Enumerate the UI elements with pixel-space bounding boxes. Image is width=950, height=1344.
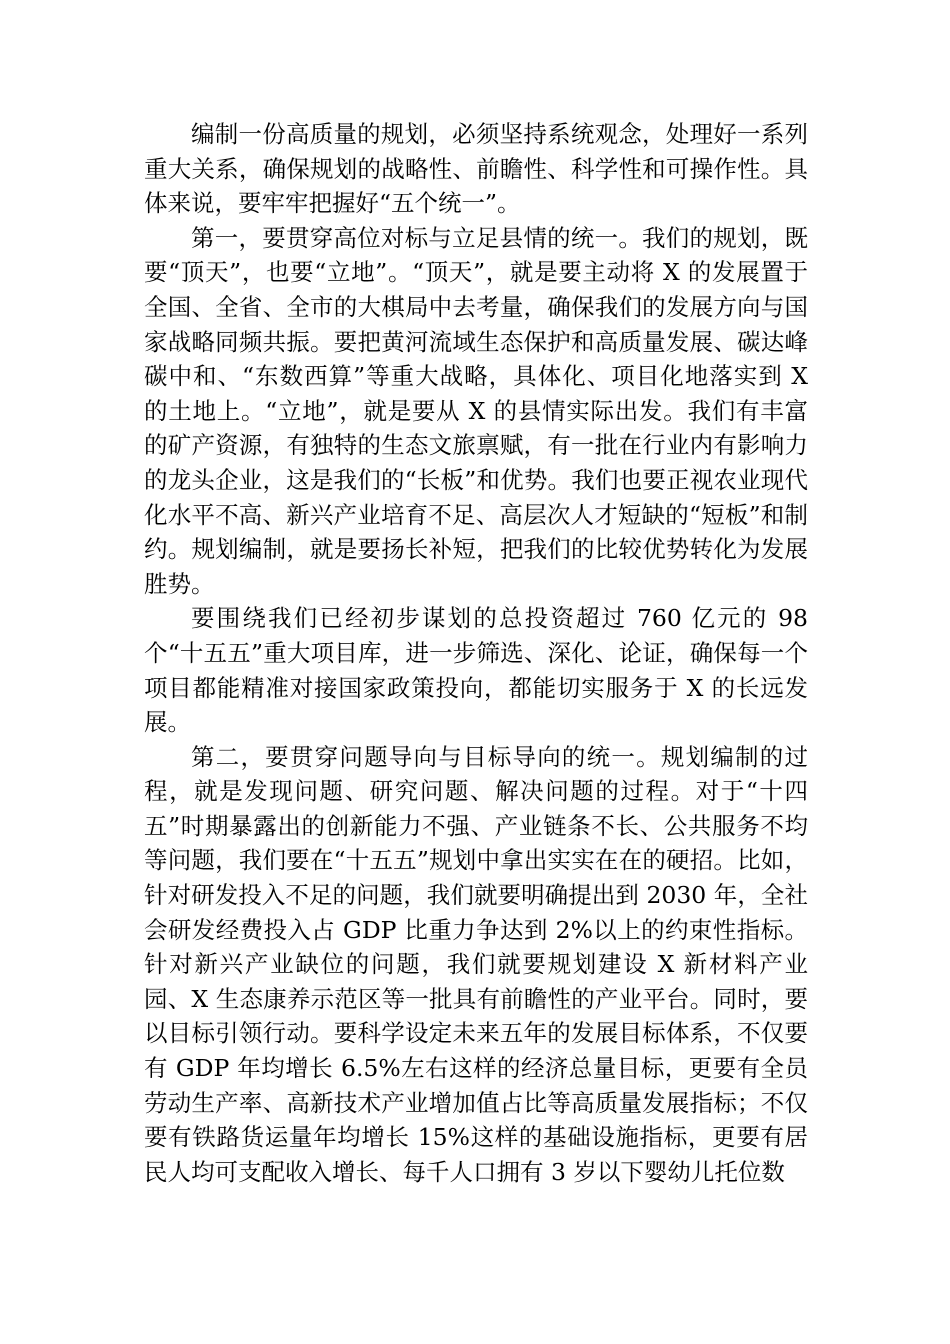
document-body <box>144 117 808 1189</box>
paragraph-second-principle: 第二，要贯穿问题导向与目标导向的统一。规划编制的过程，就是发现问题、研究问题、解决问题的过程。对于“十四五”时期暴露出的创新能力不强、产业链条不长、公共服务不均等问题，我们要在“十五五”规划中拿出实实在在的硬招。比如，针对研发投入不足的问题，我们就要明确提出到 2030 年，全社会研发经费投入占 GDP 比重力争达到 2%以上的约束性指标。针对新兴产业缺位的问题，我们就要规划建设 X 新材料产业园、X 生态康养示范区等一批具有前瞻性的产业平台。同时，要以目标引领行动。要科学设定未来五年的发展目标体系，不仅要有 GDP 年均增长 6.5%左右这样的经济总量目标，更要有全员劳动生产率、高新技术产业增加值占比等高质量发展指标；不仅要有铁路货运量年均增长 15%这样的基础设施指标，更要有居民人均可支配收入增长、每千人口拥有 3 岁以下婴幼儿托位数 <box>144 742 808 1186</box>
paragraph-project-library: 要围绕我们已经初步谋划的总投资超过 760 亿元的 98 个“十五五”重大项目库，进一步筛选、深化、论证，确保每一个项目都能精准对接国家政策投向，都能切实服务于 X 的长远发展。 <box>144 604 808 737</box>
paragraph-intro: 编制一份高质量的规划，必须坚持系统观念，处理好一系列重大关系，确保规划的战略性、前瞻性、科学性和可操作性。具体来说，要牢牢把握好“五个统一”。 <box>144 120 808 218</box>
paragraph-first-principle: 第一，要贯穿高位对标与立足县情的统一。我们的规划，既要“顶天”，也要“立地”。“顶天”，就是要主动将 X 的发展置于全国、全省、全市的大棋局中去考量，确保我们的发展方向与国家战略同频共振。要把黄河流域生态保护和高质量发展、碳达峰碳中和、“东数西算”等重大战略，具体化、项目化地落实到 X 的土地上。“立地”，就是要从 X 的县情实际出发。我们有丰富的矿产资源，有独特的生态文旅禀赋，有一批在行业内有影响力的龙头企业，这是我们的“长板”和优势。我们也要正视农业现代化水平不高、新兴产业培育不足、高层次人才短缺的“短板”和制约。规划编制，就是要扬长补短，把我们的比较优势转化为发展胜势。 <box>144 223 808 598</box>
